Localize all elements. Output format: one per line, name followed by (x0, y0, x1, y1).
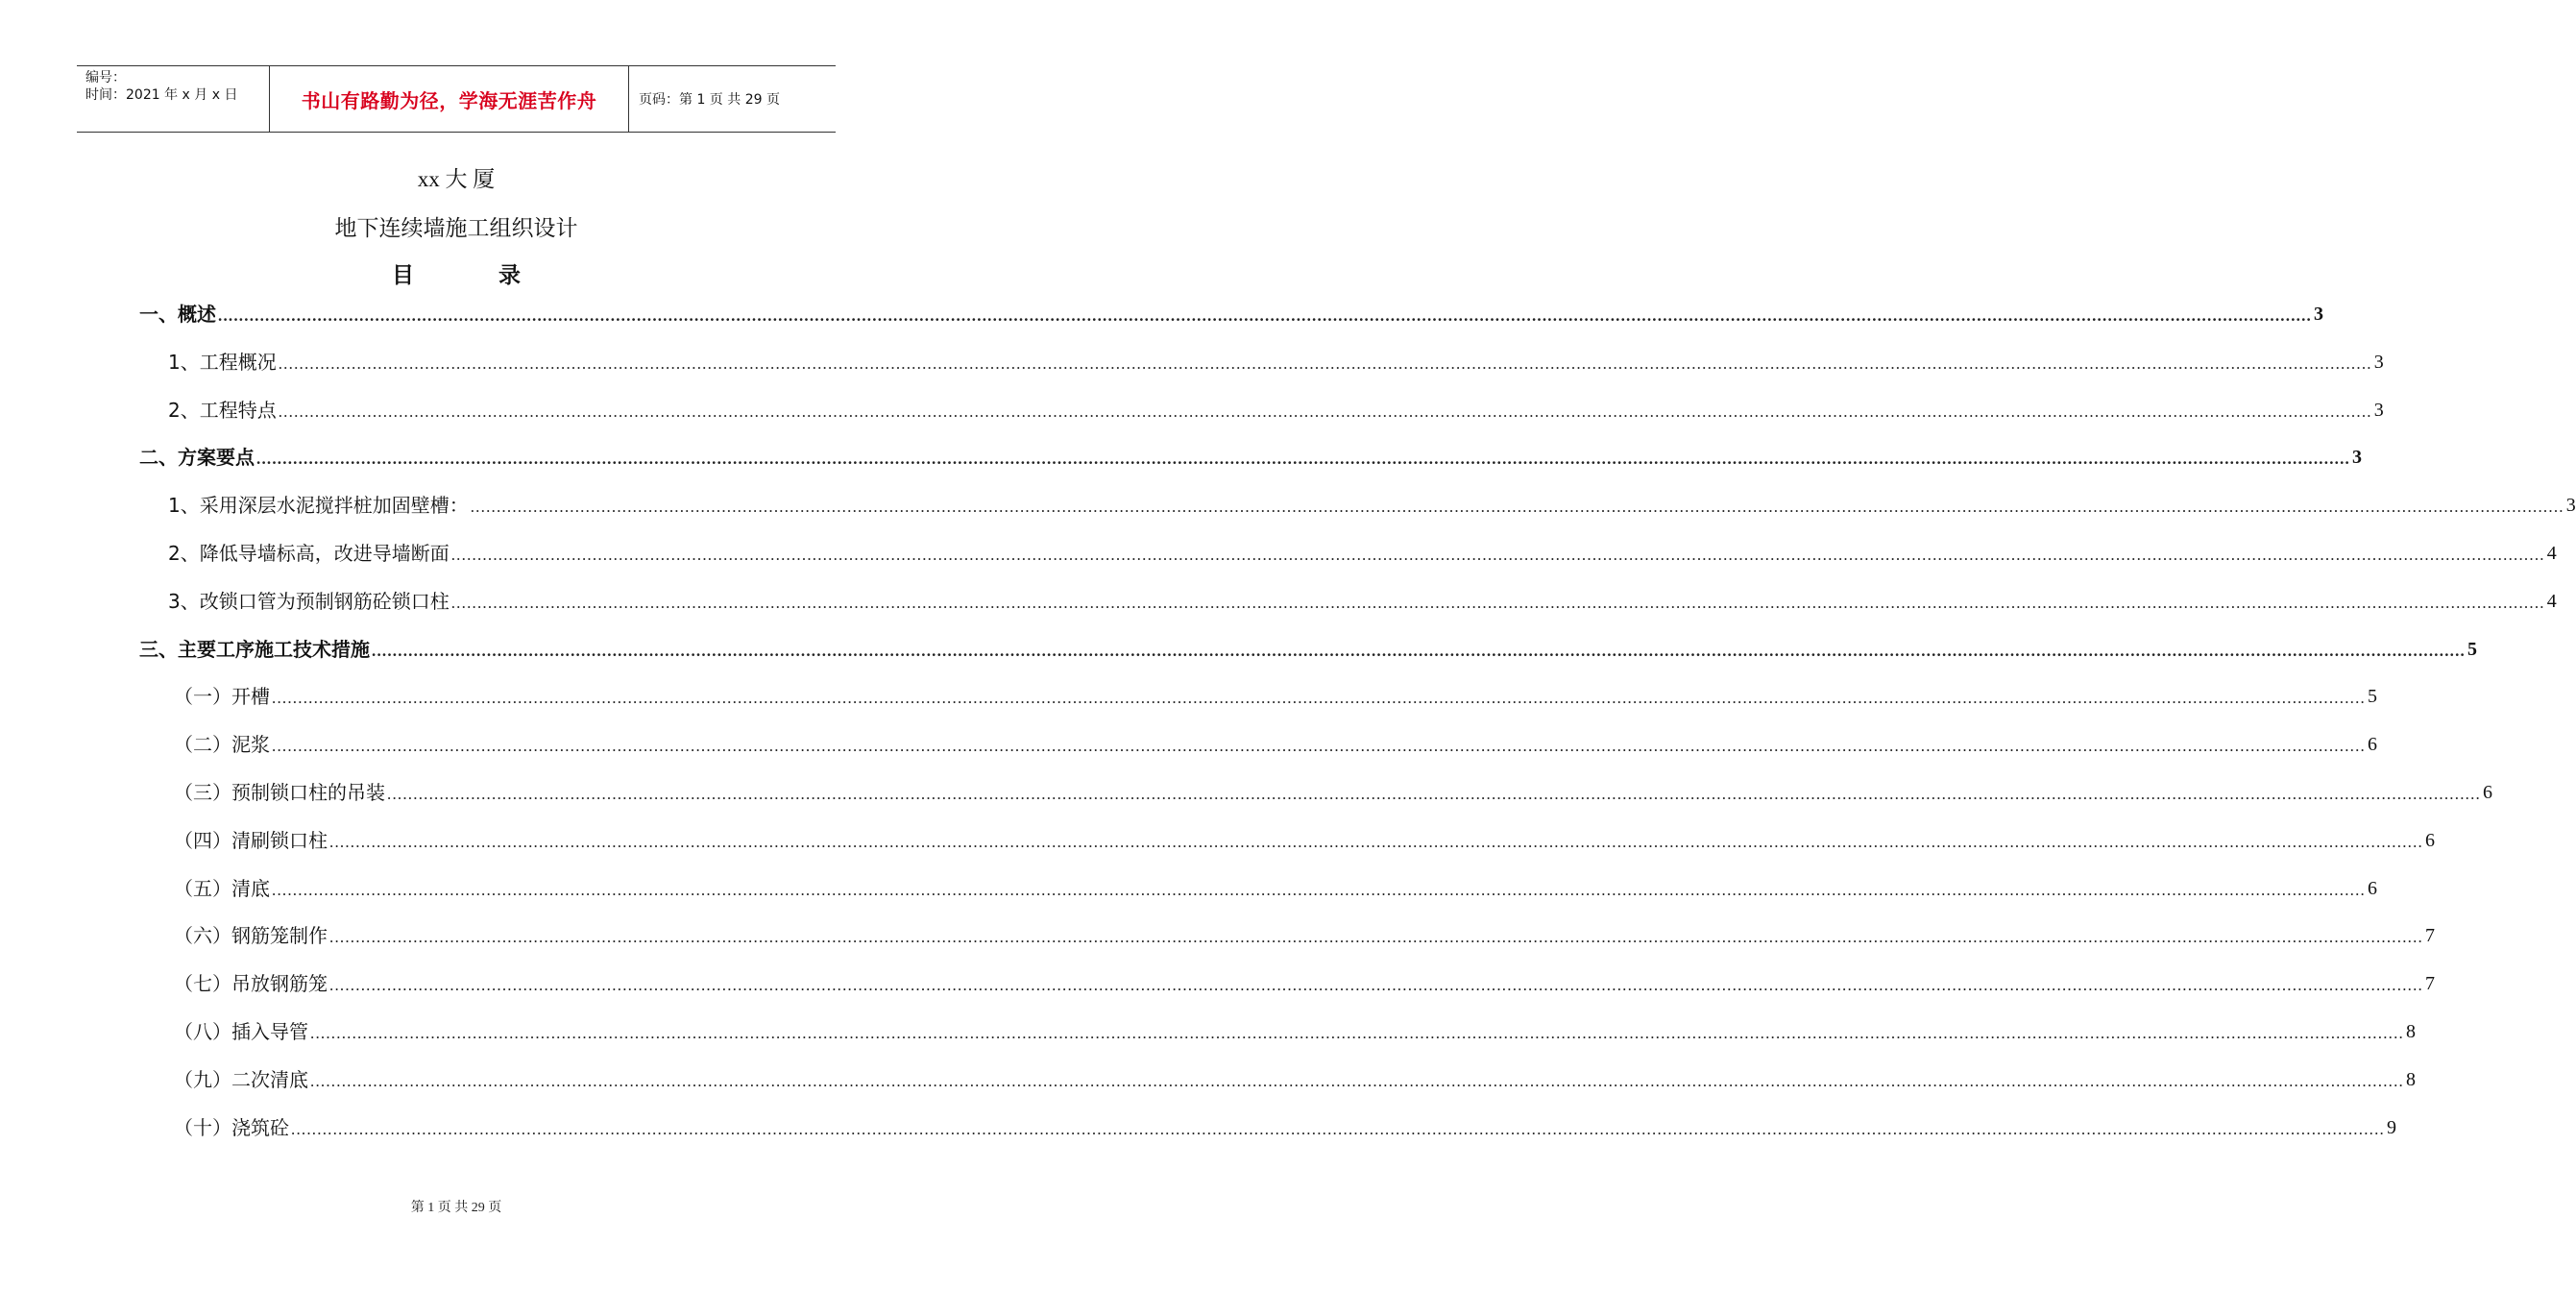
toc-entry-title: （四）清刷锁口柱 (174, 829, 328, 852)
toc-leader-dots: ................................................................................................................................................................................................................................................................................................................................................................................................................ (329, 833, 2423, 851)
toc-entry-page: 3 (2352, 447, 2362, 468)
header-page-info: 页码：第 1 页 共 29 页 (639, 92, 780, 108)
toc-entry-page: 4 (2546, 543, 2557, 564)
toc-entry-title: 2、工程特点 (168, 399, 277, 422)
toc-entry[interactable] (174, 826, 2435, 855)
toc-entry[interactable] (168, 539, 2557, 568)
toc-entry-page: 8 (2406, 1069, 2416, 1090)
toc-entry[interactable] (174, 969, 2435, 998)
toc-entry-title: 1、工程概况 (168, 351, 277, 374)
toc-entry-page: 6 (2368, 878, 2377, 899)
toc-entry-title: （二）泥浆 (174, 733, 270, 756)
page-header (77, 65, 836, 133)
toc-entry[interactable] (174, 778, 2492, 807)
toc-entry-page: 6 (2425, 830, 2435, 851)
toc-leader-dots: ................................................................................................................................................................................................................................................................................................................................................................................................................ (272, 737, 2366, 755)
toc-leader-dots: ................................................................................................................................................................................................................................................................................................................................................................................................................ (278, 354, 2372, 373)
document-subtitle: 地下连续墙施工组织设计 (334, 216, 578, 241)
toc-leader-dots: ................................................................................................................................................................................................................................................................................................................................................................................................................ (470, 498, 2564, 516)
toc-entry-page: 3 (2373, 352, 2384, 373)
toc-entry[interactable] (168, 587, 2557, 616)
toc-entry-title: （十）浇筑砼 (174, 1116, 289, 1139)
toc-entry[interactable] (139, 635, 2477, 664)
toc-entry[interactable] (174, 730, 2377, 759)
toc-entry[interactable] (174, 1017, 2416, 1046)
toc-entry-title: （五）清底 (174, 877, 270, 900)
toc-leader-dots: ................................................................................................................................................................................................................................................................................................................................................................................................................ (291, 1120, 2385, 1138)
toc-entry-title: 1、采用深层水泥搅拌桩加固壁槽： (168, 494, 469, 517)
toc-entry-page: 7 (2425, 925, 2435, 946)
toc-entry-page: 9 (2387, 1117, 2396, 1138)
toc-leader-dots: ................................................................................................................................................................................................................................................................................................................................................................................................................ (450, 546, 2545, 564)
toc-leader-dots: ................................................................................................................................................................................................................................................................................................................................................................................................................ (450, 594, 2545, 612)
toc-entry-page: 6 (2368, 734, 2377, 755)
toc-entry[interactable] (168, 396, 2384, 425)
toc-entry[interactable] (174, 921, 2435, 950)
toc-entry-title: 三、主要工序施工技术措施 (139, 638, 370, 661)
toc-entry-page: 3 (2565, 495, 2576, 516)
toc-leader-dots: ................................................................................................................................................................................................................................................................................................................................................................................................................ (372, 642, 2466, 660)
toc-entry-title: （八）插入导管 (174, 1020, 308, 1043)
toc-entry-page: 6 (2483, 782, 2492, 803)
toc-entry-title: （九）二次清底 (174, 1068, 308, 1091)
toc-leader-dots: ................................................................................................................................................................................................................................................................................................................................................................................................................ (278, 402, 2372, 421)
toc-entry[interactable] (174, 682, 2377, 711)
toc-entry-page: 3 (2373, 400, 2384, 421)
toc-entry-page: 7 (2425, 973, 2435, 994)
toc-leader-dots: ................................................................................................................................................................................................................................................................................................................................................................................................................ (218, 306, 2312, 325)
toc-entry-page: 4 (2546, 591, 2557, 612)
toc-entry-page: 3 (2314, 304, 2323, 325)
toc-entry-title: 3、改锁口管为预制钢筋砼锁口柱 (168, 590, 450, 613)
toc-entry[interactable] (168, 491, 2576, 520)
toc-entry[interactable] (139, 300, 2323, 329)
toc-leader-dots: ................................................................................................................................................................................................................................................................................................................................................................................................................ (329, 976, 2423, 994)
toc-heading (0, 257, 912, 289)
toc-entry[interactable] (139, 443, 2362, 472)
toc-heading-char-1: 目 (392, 263, 414, 288)
toc-entry-page: 8 (2406, 1021, 2416, 1042)
toc-entry-title: 二、方案要点 (139, 446, 255, 469)
toc-leader-dots: ................................................................................................................................................................................................................................................................................................................................................................................................................ (272, 881, 2366, 899)
toc-leader-dots: ................................................................................................................................................................................................................................................................................................................................................................................................................ (310, 1072, 2404, 1090)
toc-entry-title: （一）开槽 (174, 685, 270, 708)
toc-leader-dots: ................................................................................................................................................................................................................................................................................................................................................................................................................ (256, 450, 2350, 468)
header-time-label: 时间：2021 年 x 月 x 日 (85, 87, 238, 103)
toc-entry[interactable] (174, 1113, 2396, 1142)
toc-entry-page: 5 (2368, 686, 2377, 707)
header-motto: 书山有路勤为径，学海无涯苦作舟 (270, 66, 629, 132)
toc-entry-title: （三）预制锁口柱的吊装 (174, 781, 385, 804)
toc-entry[interactable] (168, 348, 2384, 377)
header-meta (77, 66, 270, 132)
header-number-label: 编号： (85, 70, 126, 85)
toc-entry-page: 5 (2467, 639, 2477, 660)
toc-heading-char-2: 录 (498, 263, 521, 288)
page-footer: 第 1 页 共 29 页 (410, 1201, 502, 1215)
toc-entry-title: （七）吊放钢筋笼 (174, 972, 328, 995)
toc-leader-dots: ................................................................................................................................................................................................................................................................................................................................................................................................................ (387, 785, 2481, 803)
toc-leader-dots: ................................................................................................................................................................................................................................................................................................................................................................................................................ (272, 689, 2366, 707)
toc-entry-title: （六）钢筋笼制作 (174, 924, 328, 947)
toc-entry-title: 2、降低导墙标高，改进导墙断面 (168, 542, 450, 565)
toc-leader-dots: ................................................................................................................................................................................................................................................................................................................................................................................................................ (310, 1024, 2404, 1042)
toc-entry[interactable] (174, 1065, 2416, 1094)
toc-entry[interactable] (174, 874, 2377, 903)
toc-entry-title: 一、概述 (139, 303, 216, 326)
building-title: xx 大 厦 (417, 167, 496, 191)
toc-leader-dots: ................................................................................................................................................................................................................................................................................................................................................................................................................ (329, 928, 2423, 946)
